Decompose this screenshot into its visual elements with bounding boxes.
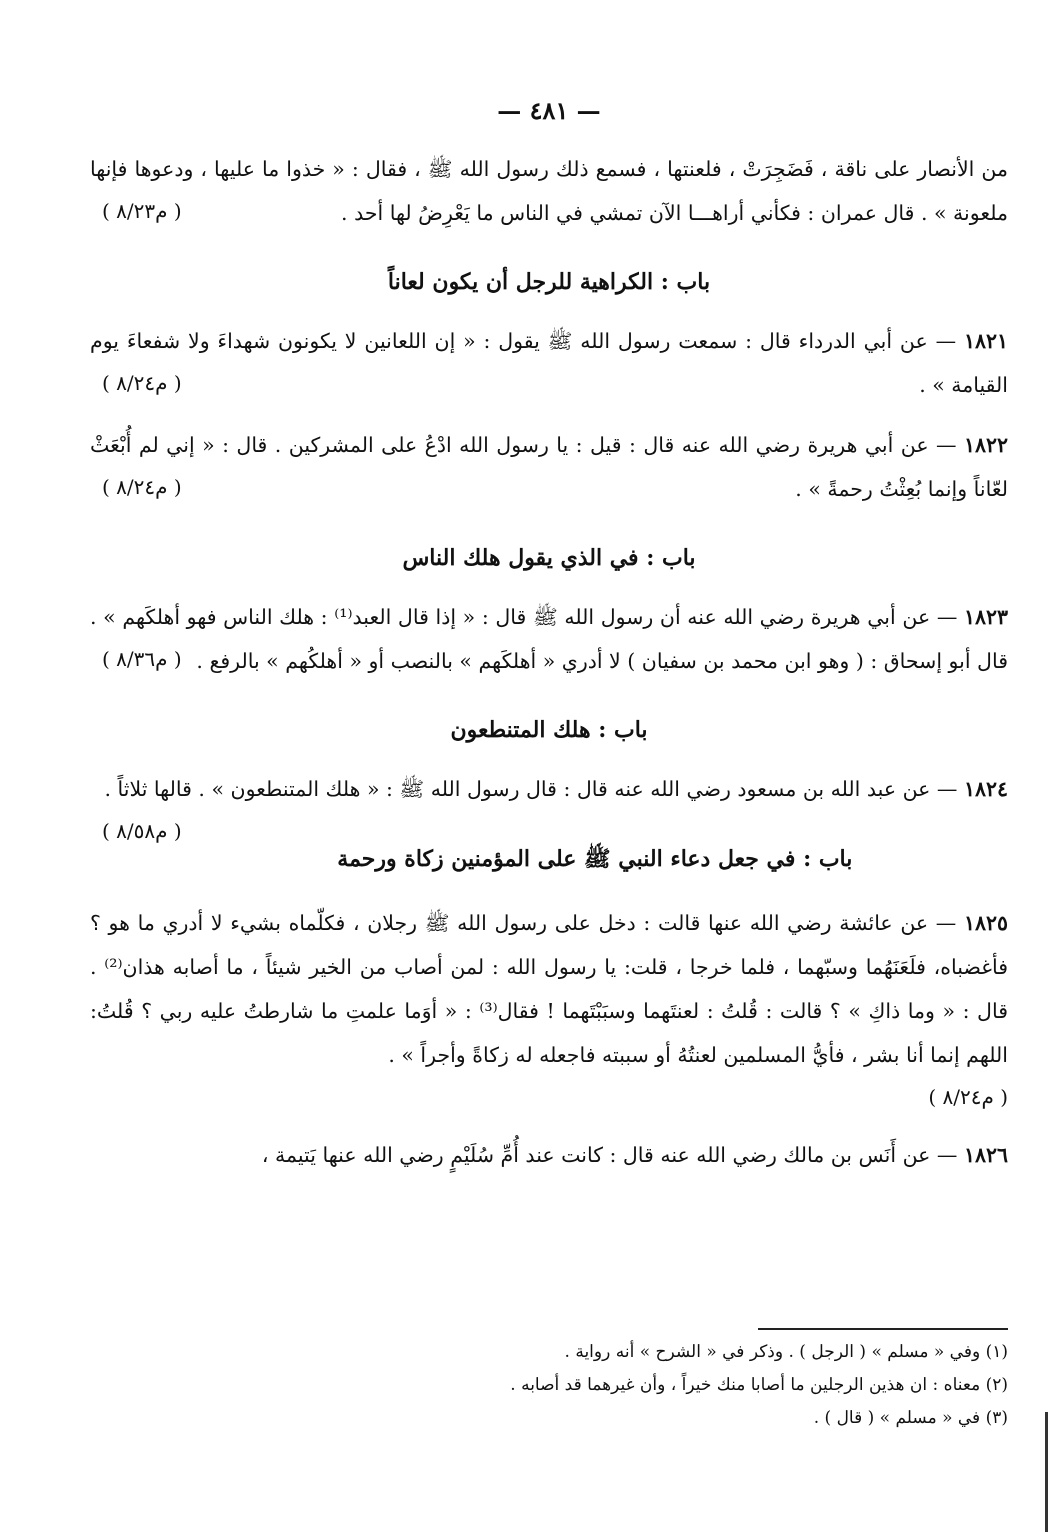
hadith-ref: ( م٨/٣٦ ) [102,647,182,671]
footnote-1: (١) وفي « مسلم » ( الرجل ) . وذكر في « الشرح » أنه رواية . [564,1342,1008,1362]
hadith-number: ١٨٢٣ [963,605,1008,629]
hadith-number: ١٨٢١ [963,329,1008,353]
footnotes [90,1328,1008,1435]
hadith-text: — عن عائشة رضي الله عنها قالت : دخل على رسول الله ﷺ رجلان ، فكلّماه بشيء لا أدري ما هو ؟ فأغضباه، فلَعَنَهُما وسبّهما ، فلما خرجا ، قلت: يا رسول الله : لمن أصاب من الخير شيئاً ، ما أصابه هذان⁽²⁾ . قال : « وما ذاكِ » ؟ قالت : قُلتُ : لعنتَهما وسبَبْتَهما ! فقال⁽³⁾ : « أوَما علمتِ ما شارطتُ عليه ربي ؟ قُلتُ: اللهم إنما أنا بشر ، فأيُّ المسلمين لعنتُهُ أو سببته فاجعله له زكاةً وأجراً » . [90,911,1008,1067]
intro-paragraph [90,147,1008,235]
hadith-ref: ( م٨/٢٤ ) [928,1085,1008,1109]
footnote-2: (٢) معناه : ان هذين الرجلين ما أصابا منك خيراً ، وأن غيرهما قد أصابه . [510,1375,1008,1395]
hadith-ref: ( م٨/٥٨ ) [102,819,182,843]
hadith-number: ١٨٢٦ [963,1143,1008,1167]
hadith-text: — عن أَنَس بن مالك رضي الله عنه قال : كانت عند أُمِّ سُلَيْمٍ رضي الله عنها يَتيمة ، [261,1143,964,1167]
chapter-title-3: باب : هلك المتنطعون [450,717,648,743]
hadith-number: ١٨٢٢ [963,433,1008,457]
hadith-text: — عن أبي هريرة رضي الله عنه قال : قيل : يا رسول الله ادْعُ على المشركين . قال : « إني لم أُبْعَثْ لعّاناً وإنما بُعِثْتُ رحمةً » . [90,433,1008,501]
hadith-1824 [90,767,1008,843]
hadith-ref: ( م٨/٢٤ ) [102,371,182,395]
chapter-title-1: باب : الكراهية للرجل أن يكون لعاناً [387,269,711,295]
hadith-1825 [90,901,1008,1117]
page-number: — ٤٨١ — [497,96,601,125]
chapter-title-4: باب : في جعل دعاء النبي ﷺ على المؤمنين زكاة ورحمة [337,846,853,872]
hadith-ref: ( م٨/٢٤ ) [102,475,182,499]
intro-ref: ( م٨/٢٣ ) [102,199,182,223]
hadith-text: — عن أبي الدرداء قال : سمعت رسول الله ﷺ يقول : « إن اللعانين لا يكونون شهداءَ ولا شفعاءَ يوم القيامة » . [90,329,1008,397]
footnote-3: (٣) في « مسلم » ( قال ) . [813,1408,1008,1428]
hadith-1821 [90,319,1008,407]
intro-text: من الأنصار على ناقة ، فَضَجِرَتْ ، فلعنتها ، فسمع ذلك رسول الله ﷺ ، فقال : « خذوا ما عليها ، ودعوها فإنها ملعونة » . قال عمران : فكأني أراهـــا الآن تمشي في الناس ما يَعْرِضُ لها أحد . [90,157,1008,225]
footnote-divider [758,1328,1008,1330]
hadith-1826 [90,1133,1008,1177]
hadith-1822 [90,423,1008,511]
hadith-1823 [90,595,1008,683]
hadith-text: — عن أبي هريرة رضي الله عنه أن رسول الله ﷺ قال : « إذا قال العبد⁽¹⁾ : هلك الناس فهو أهلكَهم » . قال أبو إسحاق : ( وهو ابن محمد بن سفيان ) لا أدري « أهلكَهم » بالنصب أو « أهلكُهم » بالرفع . [90,605,1008,673]
page-body [90,96,1008,1193]
hadith-number: ١٨٢٥ [963,911,1008,935]
scan-edge-mark [1037,1412,1048,1532]
chapter-title-2: باب : في الذي يقول هلك الناس [402,545,696,571]
hadith-number: ١٨٢٤ [963,777,1008,801]
hadith-text: — عن عبد الله بن مسعود رضي الله عنه قال : قال رسول الله ﷺ : « هلك المتنطعون » . قالها ثلاثاً . [104,777,964,801]
